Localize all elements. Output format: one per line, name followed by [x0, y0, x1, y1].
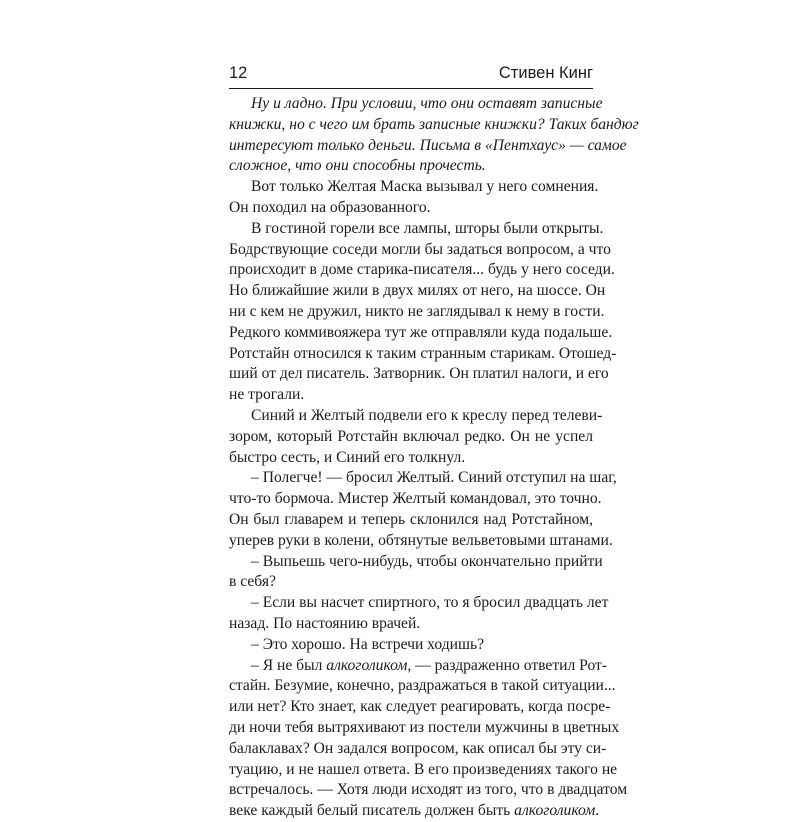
text-run: назад. По настоянию врачей.	[229, 614, 421, 632]
italic-text: сложное, что они способны прочесть.	[229, 157, 486, 175]
text-run: стайн. Безумие, конечно, раздражаться в такой ситуации...	[229, 677, 616, 695]
text-line	[229, 240, 611, 261]
text-line	[229, 136, 627, 157]
running-head-author: Стивен Кинг	[498, 64, 593, 82]
italic-text: Ну и ладно. При условии, что они оставят записные	[251, 95, 603, 112]
text-run: – Это хорошо. На встречи ходишь?	[251, 635, 485, 653]
text-line	[229, 468, 617, 489]
text-line	[229, 656, 608, 677]
text-line	[229, 94, 603, 115]
text-line	[229, 198, 593, 219]
text-line	[229, 489, 602, 510]
text-run: В гостиной горели все лампы, шторы были открыты.	[251, 219, 604, 237]
italic-text: книжки, но с чего им брать записные книжки? Таких бандюг	[229, 115, 639, 133]
text-line	[229, 739, 607, 760]
text-run: – Если вы насчет спиртного, то я бросил двадцать лет	[251, 594, 609, 612]
text-run: – Я не был	[251, 656, 327, 674]
text-line	[229, 281, 606, 302]
text-run: – Полегче! — бросил Желтый. Синий отступил на шаг,	[251, 469, 617, 487]
text-line	[229, 115, 639, 136]
text-run: происходит в доме старика-писателя... будь у него соседи.	[229, 261, 615, 279]
text-run: Но ближайшие жили в двух милях от него, на шоссе. Он	[229, 282, 606, 300]
text-line	[229, 697, 611, 718]
text-line	[229, 302, 605, 323]
page-number: 12	[229, 64, 248, 82]
text-run: – Выпьешь чего-нибудь, чтобы окончательно прийти	[251, 552, 603, 570]
text-line	[229, 593, 609, 614]
text-run: не трогали.	[229, 386, 305, 404]
text-line	[229, 219, 604, 240]
header-rule	[229, 88, 593, 89]
italic-text: интересуют только деньги. Письма в «Пентхаус» — самое	[229, 136, 627, 154]
text-run: Синий и Желтый подвели его к креслу перед телеви-	[251, 406, 603, 424]
text-run: Ротстайн относился к таким странным старикам. Отошед-	[229, 344, 617, 362]
text-line	[229, 364, 609, 385]
running-header	[229, 64, 593, 88]
text-run: , — раздраженно ответил Рот-	[407, 656, 608, 674]
body-text	[229, 94, 639, 822]
text-line	[229, 552, 603, 573]
text-line	[229, 635, 593, 656]
text-line	[229, 510, 593, 531]
text-run: балаклавах? Он задался вопросом, как описал бы эту си-	[229, 739, 607, 757]
text-line	[229, 156, 593, 177]
text-line	[229, 448, 593, 469]
text-run: Редкого коммивояжера тут же отправляли куда подальше.	[229, 323, 613, 341]
text-line	[229, 614, 593, 635]
text-line	[229, 801, 600, 822]
text-run: встречалось. — Хотя люди исходят из того, что в двадцатом	[229, 781, 628, 799]
text-run: Вот только Желтая Маска вызывал у него сомнения.	[251, 178, 599, 196]
italic-text: алкоголиком	[326, 656, 408, 674]
text-line	[229, 427, 593, 448]
text-run: ди ночи тебя вытряхивают из постели мужчины в цветных	[229, 718, 620, 736]
text-run: .	[595, 802, 600, 820]
text-line	[229, 344, 617, 365]
text-line	[229, 572, 593, 593]
text-run: что-то бормоча. Мистер Желтый командовал, это точно.	[229, 490, 602, 508]
text-line	[229, 260, 615, 281]
text-run: Бодрствующие соседи могли бы задаться вопросом, а что	[229, 240, 611, 258]
text-line	[229, 406, 603, 427]
text-run: ший от дел писатель. Затворник. Он платил налоги, и его	[229, 365, 609, 383]
text-run: или нет? Кто знает, как следует реагировать, когда посре-	[229, 698, 611, 716]
text-run: Он был главарем и теперь склонился над Ротстайном,	[229, 510, 593, 528]
text-line	[229, 177, 599, 198]
text-run: зором, который Ротстайн включал редко. Он не успел	[229, 427, 593, 445]
text-run: Он походил на образованного.	[229, 198, 431, 216]
italic-text: алкоголиком	[514, 802, 596, 820]
text-run: в себя?	[229, 573, 276, 591]
text-line	[229, 780, 628, 801]
text-line	[229, 323, 613, 344]
text-line	[229, 718, 620, 739]
text-line	[229, 760, 618, 781]
text-line	[229, 385, 593, 406]
text-line	[229, 531, 613, 552]
text-run: ни с кем не дружил, никто не заглядывал к нему в гости.	[229, 302, 605, 320]
text-line	[229, 676, 616, 697]
text-run: веке каждый белый писатель должен быть	[229, 802, 515, 820]
text-run: быстро сесть, и Синий его толкнул.	[229, 448, 466, 466]
text-run: уперев руки в колени, обтянутые вельветовыми штанами.	[229, 531, 613, 549]
text-run: туацию, и не нашел ответа. В его произведениях такого не	[229, 760, 618, 778]
